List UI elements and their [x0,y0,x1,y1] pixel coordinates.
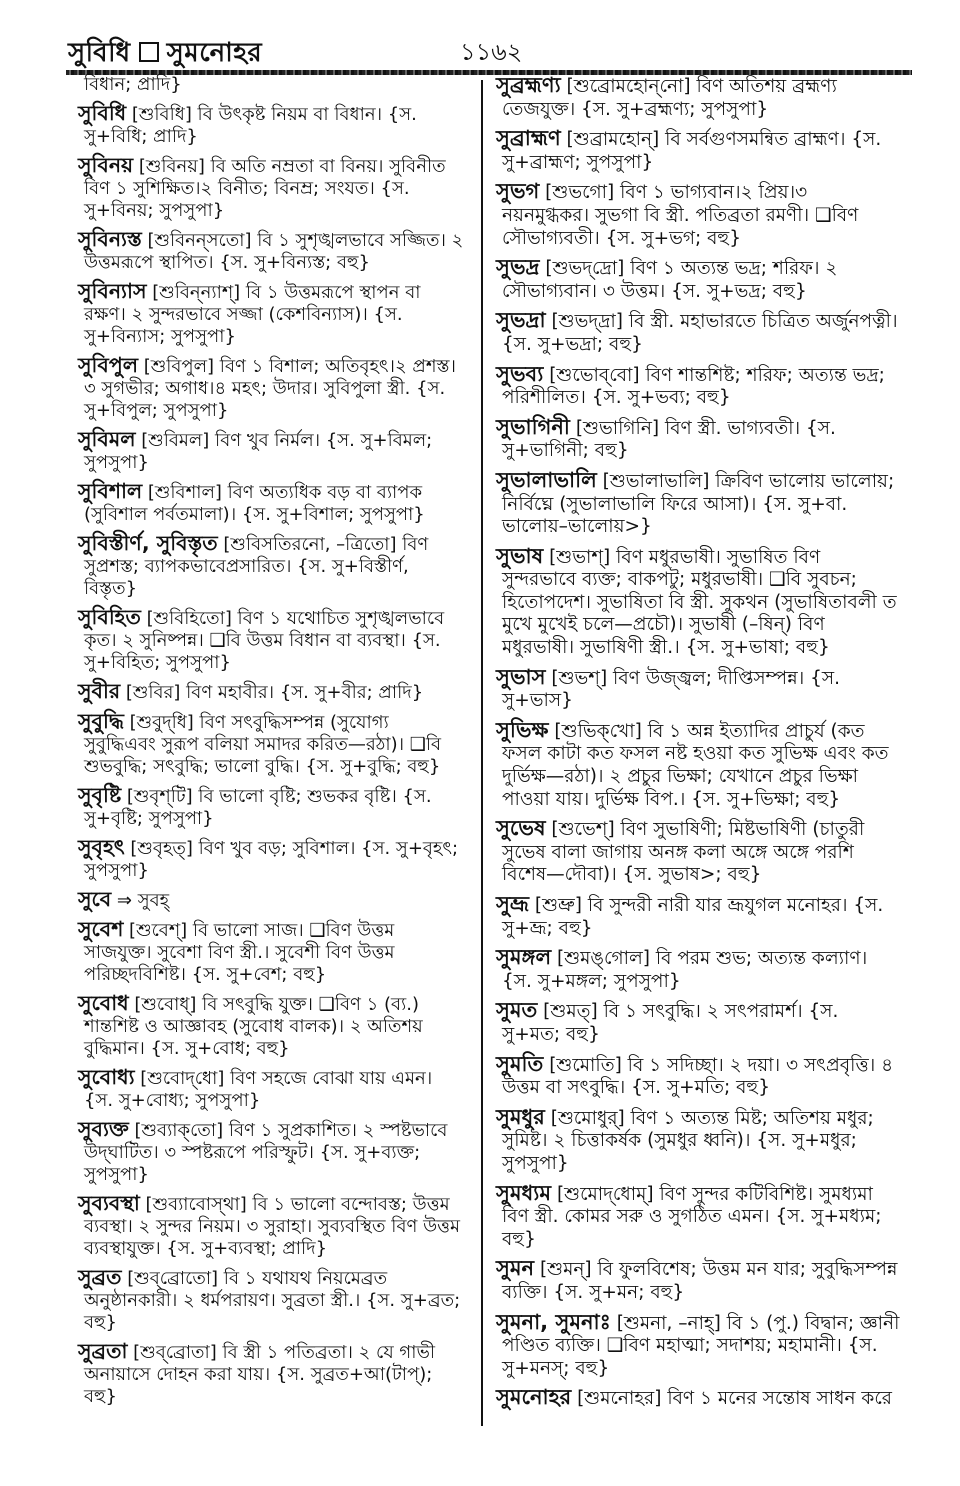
dictionary-entry [78,710,466,778]
entry-headword: সুমত [496,998,538,1023]
entry-headword: সুবীর [78,679,121,703]
entry-headword: সুভব্য [496,361,544,386]
entry-headword: সুভাষ [496,543,544,568]
column-divider [481,80,483,1426]
entry-headword: সুমন [496,1256,535,1281]
dictionary-entry [78,992,466,1060]
dictionary-entry [78,606,466,674]
entry-definition: [শুবিনন্‌সতো] বি ১ সুশৃঙ্খলভাবে সজ্জিত। ২ উত্তমরূপে স্থাপিত। {স. সু+বিন্যস্ত; বহু} [84,230,464,273]
dictionary-entry [496,719,900,811]
entry-headword: সুব্রাহ্মণ [496,126,561,151]
entry-headword: সুবিমল [78,427,136,451]
dictionary-entry [496,893,900,940]
dictionary-entry [496,1257,900,1304]
entry-definition: [শুভ্রু] বি সুন্দরী নারী যার ভ্রূযুগল মনোহর। {স. সু+ভ্রূ; বহু} [502,895,884,939]
dictionary-entry [78,228,466,274]
entry-definition: [শুমনা, –নাহ্] বি ১ (পু.) বিদ্বান; জ্ঞানী পণ্ডিত ব্যক্তি। ❑বিণ মহাত্মা; সদাশয়; মহামানী। {স. সু+মনস্; বহু} [502,1312,900,1379]
left-guide-word: সুবিধি [68,38,131,68]
dictionary-entry [78,836,466,882]
dictionary-entry [78,1066,466,1112]
page-number: ১১৬২ [460,38,523,66]
entry-headword: সুবেশ [78,917,124,941]
entry-headword: সুব্রহ্মণ্য [496,73,561,97]
dictionary-entry [78,784,466,830]
entry-headword: সুভাস [496,664,546,689]
entry-headword: সুবৃষ্টি [78,783,122,807]
dictionary-entry [496,666,900,713]
entry-definition: [শুবৃহত্] বিণ খুব বড়; সুবিশাল। {স. সু+বৃহৎ; সুপসুপা} [84,838,459,881]
page-header [68,28,908,68]
dictionary-entry [78,680,466,704]
entry-headword: সুবোধ [78,991,129,1015]
entry-definition: [শুমোতি] বি ১ সদিচ্ছা। ২ দয়া। ৩ সৎপ্রবৃত্তি। ৪ উত্তম বা সৎবুদ্ধি। {স. সু+মতি; বহু} [502,1054,894,1099]
dictionary-entry [78,480,466,526]
entry-definition: [শুভদ্‌দ্রা] বি স্ত্রী. মহাভারতে চিত্রিত অর্জুনপত্নী। {স. সু+ভদ্রা; বহু} [502,311,898,355]
entry-definition: [শুভদ্‌দ্রো] বিণ ১ অত্যন্ত ভদ্র; শরিফ। ২ সৌভাগ্যবান। ৩ উত্তম। {স. সু+ভদ্র; বহু} [502,258,838,302]
entry-headword: সুব্রতা [78,1339,128,1363]
entry-headword: সুভদ্রা [496,308,546,333]
left-column [78,74,466,1414]
entry-headword: সুভিক্ষ [496,717,549,742]
entry-headword: সুভাগিনী [496,414,570,439]
entry-headword: সুভগ [496,179,540,204]
entry-definition: [শুবিন্‌ন্যাশ্] বি ১ উত্তমরূপে স্থাপন বা রক্ষণ। ২ সুন্দরভাবে সজ্জা (কেশবিন্যাস)। {স. সু+বিন্যাস; সুপসুপা} [84,282,421,347]
entry-headword: সুভ্রূ [496,892,529,916]
dictionary-entry [78,888,466,912]
dictionary-entry [78,1266,466,1334]
dictionary-entry [496,1053,900,1100]
entry-definition: [শুব্যাক্‌তো] বিণ ১ সুপ্রকাশিত। ২ স্পষ্টভাবে উদ্‌ঘাটিত। ৩ স্পষ্টরূপে পরিস্ফুট। {স. সু+ব্যক্ত; সুপসুপা} [84,1120,448,1185]
entry-headword: সুব্রত [78,1265,122,1289]
entry-headword: সুভালাভালি [496,467,597,492]
entry-definition: [শুবিমল] বিণ খুব নির্মল। {স. সু+বিমল; সুপসুপা} [84,430,433,473]
entry-definition: ⇒ সুবহ্ [111,890,170,911]
entry-definition: [শুভিক্‌খো] বি ১ অন্ন ইত্যাদির প্রাচুর্য (কত ফসল কাটা কত ফসল নষ্ট হওয়া কত সুভিক্ষ এবং কত দুর্ভিক্ষ—রঠা)। ২ প্রচুর ভিক্ষা; যেখানে প্রচুর ভিক্ষা পাওয়া যায়। দুর্ভিক্ষ বিপ.। {স. সু+ভিক্ষা; বহু} [502,720,889,810]
dictionary-entry [496,363,900,410]
dictionary-entry [496,1386,900,1411]
entry-headword: সুব্যক্ত [78,1117,129,1141]
entry-definition: [শুবোদ্‌ধো] বিণ সহজে বোঝা যায় এমন। {স. সু+বোধ্য; সুপসুপা} [84,1068,433,1111]
entry-definition: [শুবেশ্] বি ভালো সাজ। ❑বিণ উত্তম সাজযুক্ত। সুবেশা বিণ স্ত্রী.। সুবেশী বিণ উত্তম পরিচ্ছদবিশিষ্ট। {স. সু+বেশ; বহু} [84,920,395,985]
dictionary-entry [496,127,900,174]
entry-definition: [শুভশ্] বিণ উজ্জ্বল; দীপ্তিসম্পন্ন। {স. সু+ভাস} [502,667,841,712]
entry-definition: [শুমোধুর্] বিণ ১ অত্যন্ত মিষ্ট; অতিশয় মধুর; সুমিষ্ট। ২ চিত্তাকর্ষক (সুমধুর ধ্বনি)। {স. সু+মধুর; সুপসুপা} [502,1107,874,1174]
entry-definition: [শুবুদ্‌ধি] বিণ সৎবুদ্ধিসম্পন্ন (সুযোগ্য সুবুদ্ধিএবং সুরূপ বলিয়া সমাদর করিত—রঠা)। ❑বি শুভবুদ্ধি; সৎবুদ্ধি; ভালো বুদ্ধি। {স. সু+বুদ্ধি; বহু} [84,712,442,777]
entry-definition: [শুভাশ্] বিণ মধুরভাষী। সুভাষিত বিণ সুন্দরভাবে ব্যক্ত; বাকপটু; মধুরভাষী। ❑বি সুবচন; হিতোপদেশ। সুভাষিতা বি স্ত্রী. সুকথন (সুভাষিতাবলী ত মুখে মুখেই চলে—প্রচৌ)। সুভাষী (–ষিন্) বিণ মধুরভাষী। সুভাষিণী স্ত্রী.। {স. সু+ভাষা; বহু} [502,546,897,659]
entry-definition: [শুবিহিতো] বিণ ১ যথোচিত সুশৃঙ্খলভাবে কৃত। ২ সুনিষ্পন্ন। ❑বি উত্তম বিধান বা ব্যবস্থা। {স. সু+বিহিত; সুপসুপা} [84,608,445,673]
continuation-text: বিধান; প্রাদি} [84,74,182,95]
right-column [496,74,900,1417]
entry-definition: [শুভগো] বিণ ১ ভাগ্যবান।২ প্রিয়।৩ নয়নমুগ্ধকর। সুভগা বি স্ত্রী. পতিব্রতা রমণী। ❑বিণ সৌভাগ্যবতী। {স. সু+ভগ; বহু} [502,182,859,249]
separator-box-icon [139,42,159,62]
entry-headword: সুমধ্যম [496,1180,552,1205]
entry-definition: [শুবির] বিণ মহাবীর। {স. সু+বীর; প্রাদি} [120,682,424,703]
entry-definition: [শুভালাভালি] ক্রিবিণ ভালোয় ভালোয়; নির্বিঘ্নে (সুভালাভালি ফিরে আসা)। {স. সু+বা. ভালোয়–ভালোয়>} [502,470,895,538]
dictionary-entry [78,280,466,348]
dictionary-entry [78,1340,466,1408]
entry-headword: সুমতি [496,1051,544,1076]
entry-headword: সুব্যবস্থা [78,1191,140,1215]
entry-headword: সুভদ্র [496,255,540,280]
entry-definition: [শুমনোহর] বিণ ১ মনের সন্তোষ সাধন করে [571,1388,892,1410]
dictionary-entry [78,428,466,474]
entry-headword: সুবুদ্ধি [78,709,124,733]
dictionary-entry [78,1192,466,1260]
entry-definition: [শুবিনয়] বি অতি নম্রতা বা বিনয়। সুবিনীত বিণ ১ সুশিক্ষিত।২ বিনীত; বিনম্র; সংযত। {স. সু+বিনয়; সুপসুপা} [84,156,446,221]
entry-headword: সুমধুর [496,1104,545,1129]
dictionary-entry [496,309,900,356]
entry-definition: [শুভেশ্] বিণ সুভাষিণী; মিষ্টভাষিণী (চাতুরী সুভেষ বালা জাগায় অনঙ্গ কলা অঙ্গে অঙ্গে পরশি বিশেষ—দৌবা)। {স. সুভাষ>; বহু} [502,819,865,886]
dictionary-entry [496,256,900,303]
entry-headword: সুবোধ্য [78,1065,135,1089]
dictionary-entry [496,1106,900,1176]
entry-definition: [শুমঙ্‌গোল] বি পরম শুভ; অত্যন্ত কল্যাণ। {স. সু+মঙ্গল; সুপসুপা} [502,948,868,992]
entry-definition: [শুবিধি] বি উৎকৃষ্ট নিয়ম বা বিধান। {স. সু+বিধি; প্রাদি} [84,104,417,147]
entry-headword: সুবিধি [78,101,127,125]
dictionary-entry [496,416,900,463]
entry-definition: [শুব্যাবোস্‌থা] বি ১ ভালো বন্দোবস্ত; উত্তম ব্যবস্থা। ২ সুন্দর নিয়ম। ৩ সুরাহা। সুব্যবস্থিত বিণ উত্তম ব্যবস্থাযুক্ত। {স. সু+ব্যবস্থা; প্রাদি} [84,1194,460,1259]
entry-definition: [শুব্রামহোন্] বি সর্বগুণসমন্বিত ব্রাহ্মণ। {স. সু+ব্রাহ্মণ; সুপসুপা} [502,129,882,173]
entry-headword: সুবিহিত [78,605,141,629]
entry-headword: সুভেষ [496,816,546,841]
dictionary-entry [78,354,466,422]
dictionary-entry [496,74,900,121]
entry-definition: [শুব্‌ব্রোতো] বি ১ যথাযথ নিয়মেব্রত অনুষ্ঠানকারী। ২ ধর্মপরায়ণ। সুব্রতা স্ত্রী.। {স. সু+ব্রত; বহু} [84,1268,461,1333]
dictionary-entry [496,999,900,1046]
entry-headword: সুমনোহর [496,1385,572,1410]
entry-definition: [শুবিসতিরনো, –ত্রিতো] বিণ সুপ্রশস্ত; ব্যাপকভাবেপ্রসারিত। {স. সু+বিস্তীর্ণ, বিস্তৃত} [84,534,429,599]
entry-definition: [শুমোদ্‌ধোম্] বিণ সুন্দর কটিবিশিষ্ট। সুমধ্যমা বিণ স্ত্রী. কোমর সরু ও সুগঠিত এমন। {স. সু+মধ্যম; বহু} [502,1183,882,1250]
entry-definition: [শুভাগিনি] বিণ স্ত্রী. ভাগ্যবতী। {স. সু+ভাগিনী; বহু} [502,417,836,462]
entry-headword: সুবিন্যস্ত [78,227,142,251]
dictionary-entry [496,545,900,660]
entry-headword: সুমঙ্গল [496,945,552,970]
entry-definition: [শুমত্] বি ১ সৎবুদ্ধি। ২ সৎপরামর্শ। {স. সু+মত; বহু} [502,1001,839,1045]
dictionary-entry [496,1182,900,1252]
entry-headword: সুমনা, সুমনাঃ [496,1309,611,1334]
entry-definition: [শুভোব্‌বো] বিণ শান্তশিষ্ট; শরিফ; অত্যন্ত ভদ্র; পরিশীলিত। {স. সু+ভব্য; বহু} [502,364,885,409]
dictionary-entry [78,154,466,222]
entry-definition: [শুব্রোমহোন্‌নো] বিণ অতিশয় ব্রহ্মণ্য তেজযুক্ত। {স. সু+ব্রহ্মণ্য; সুপসুপা} [502,76,837,120]
entry-definition: [শুবিশাল] বিণ অত্যধিক বড় বা ব্যাপক (সুবিশাল পর্বতমালা)। {স. সু+বিশাল; সুপসুপা} [84,482,425,525]
dictionary-entry [496,1311,900,1381]
dictionary-entry [496,469,900,539]
entry-headword: সুবিপুল [78,353,139,377]
dictionary-entry [496,946,900,993]
right-guide-word: সুমনোহর [166,38,263,68]
entry-definition: [শুবোধ্] বি সৎবুদ্ধি যুক্ত। ❑বিণ ১ (ব্য.) শান্তশিষ্ট ও আজ্ঞাবহ (সুবোধ বালক)। ২ অতিশয় বুদ্ধিমান। {স. সু+বোধ; বহু} [84,994,423,1059]
entry-definition: [শুমন্] বি ফুলবিশেষ; উত্তম মন যার; সুবুদ্ধিসম্পন্ন ব্যক্তি। {স. সু+মন; বহু} [502,1259,898,1303]
entry-definition: [শুব্‌ব্রোতা] বি স্ত্রী ১ পতিব্রতা। ২ যে গাভী অনায়াসে দোহন করা যায়। {স. সুব্রত+আ(টাপ্); বহু} [84,1342,436,1407]
dictionary-entry [78,102,466,148]
entry-headword: সুবিশাল [78,479,143,503]
entry-headword: সুবিস্তীর্ণ, সুবিস্তৃত [78,531,218,555]
entry-headword: সুবে [78,887,112,911]
dictionary-entry [496,817,900,887]
entry-definition: [শুবৃশ্‌টি] বি ভালো বৃষ্টি; শুভকর বৃষ্টি। {স. সু+বৃষ্টি; সুপসুপা} [84,786,432,829]
entry-headword: সুবৃহৎ [78,835,125,859]
dictionary-entry [78,1118,466,1186]
dictionary-entry [78,532,466,600]
entry-headword: সুবিন্যাস [78,279,147,303]
entry-definition: [শুবিপুল] বিণ ১ বিশাল; অতিবৃহৎ।২ প্রশস্ত। ৩ সুগভীর; অগাধ।৪ মহৎ; উদার। সুবিপুলা স্ত্রী. {স. সু+বিপুল; সুপসুপা} [84,356,456,421]
dictionary-entry [496,180,900,250]
entry-headword: সুবিনয় [78,153,134,177]
dictionary-entry [78,918,466,986]
